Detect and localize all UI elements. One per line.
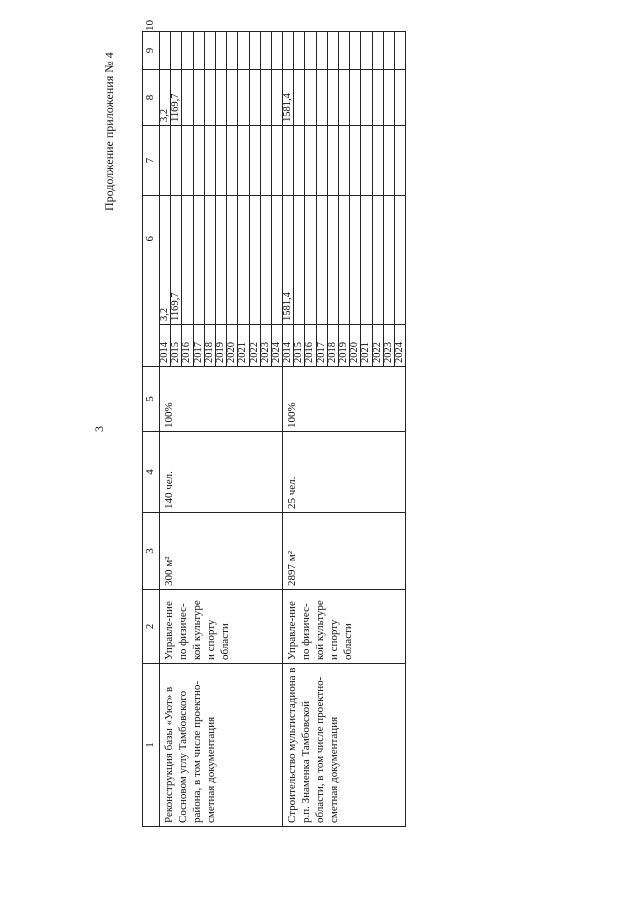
value (227, 70, 238, 125)
year: 2024 (393, 342, 405, 363)
readiness: 100% (160, 367, 283, 432)
value (182, 70, 193, 125)
year: 2020 (350, 325, 361, 366)
year: 2015 (171, 325, 182, 366)
year: 2017 (317, 325, 328, 366)
col6-values (160, 196, 283, 325)
header-col-7: 7 (143, 126, 160, 196)
page-number: 3 (92, 426, 106, 432)
years-list (283, 325, 406, 367)
header-col-4: 4 (143, 432, 160, 513)
year: 2020 (227, 325, 238, 366)
header-col-6: 6 (143, 196, 160, 367)
value (339, 196, 350, 324)
table-row (160, 32, 283, 827)
years-list (160, 325, 283, 367)
value (384, 196, 395, 324)
col6-values (283, 196, 406, 325)
value (328, 70, 339, 125)
header-col-5: 5 (143, 367, 160, 432)
value (238, 70, 249, 125)
header-col-1: 1 (143, 664, 160, 827)
appendix-continuation-label: Продолжение приложения № 4 (102, 52, 116, 211)
value (305, 70, 316, 125)
value (205, 70, 216, 125)
value (361, 196, 372, 324)
value (384, 70, 395, 125)
value (250, 70, 261, 125)
value (373, 196, 384, 324)
object-name: Строительство мультистадиона в р.п. Знаменка Тамбовской области, в том числе проектно-сметная документация (283, 664, 406, 827)
col9-values (160, 32, 283, 70)
value (216, 196, 227, 324)
year: 2016 (182, 325, 193, 366)
year: 2018 (328, 325, 339, 366)
year: 2017 (194, 325, 205, 366)
value (294, 70, 305, 125)
year: 2019 (216, 325, 227, 366)
header-col-9: 9 (143, 32, 160, 70)
value (194, 196, 205, 324)
year: 2015 (294, 325, 305, 366)
value (227, 196, 238, 324)
value (395, 70, 405, 125)
year: 2021 (238, 325, 249, 366)
year: 2022 (373, 325, 384, 366)
object-name: Реконструкция базы «Уют» в Сосновом углу Тамбовского района, в том числе проектно-сметная документация (160, 664, 283, 827)
readiness: 100% (283, 367, 406, 432)
year: 2023 (384, 325, 395, 366)
executor: Управле-ние по физичес-кой культуре и спорту области (160, 590, 283, 664)
col7-values (160, 126, 283, 196)
value (317, 196, 328, 324)
year: 2023 (261, 325, 272, 366)
year: 2014 (160, 325, 171, 366)
capacity: 25 чел. (283, 432, 406, 513)
value (182, 196, 193, 324)
header-col-8: 8 (143, 70, 160, 126)
area: 300 м² (160, 513, 283, 590)
col8-values (160, 70, 283, 126)
value (317, 70, 328, 125)
value (216, 70, 227, 125)
value (250, 196, 261, 324)
value (194, 70, 205, 125)
value (238, 196, 249, 324)
value (261, 70, 272, 125)
value (272, 70, 282, 125)
value: 3,2 (160, 196, 171, 324)
value (395, 196, 405, 324)
value (328, 196, 339, 324)
value: 1169,7 (171, 196, 182, 324)
year: 2016 (305, 325, 316, 366)
area: 2897 м² (283, 513, 406, 590)
header-row: 1 2 3 4 5 6 7 8 9 10 (143, 32, 160, 827)
value (350, 196, 361, 324)
year: 2014 (283, 325, 294, 366)
col7-values (283, 126, 406, 196)
year: 2018 (205, 325, 216, 366)
value: 1581,4 (283, 70, 294, 125)
value (361, 70, 372, 125)
value: 1581,4 (283, 196, 294, 324)
year: 2019 (339, 325, 350, 366)
header-col-3: 3 (143, 513, 160, 590)
year: 2024 (270, 342, 282, 363)
value (339, 70, 350, 125)
header-col-2: 2 (143, 590, 160, 664)
capacity: 140 чел. (160, 432, 283, 513)
value: 1169,7 (171, 70, 182, 125)
value (294, 196, 305, 324)
table-row (283, 32, 406, 827)
value (350, 70, 361, 125)
value (373, 70, 384, 125)
col9-values (283, 32, 406, 70)
year: 2022 (250, 325, 261, 366)
year: 2021 (361, 325, 372, 366)
value (205, 196, 216, 324)
value (272, 196, 282, 324)
executor: Управле-ние по физичес-кой культуре и спорту области (283, 590, 406, 664)
value (305, 196, 316, 324)
program-table (142, 20, 406, 827)
value: 3,2 (160, 70, 171, 125)
col8-values (283, 70, 406, 126)
value (261, 196, 272, 324)
